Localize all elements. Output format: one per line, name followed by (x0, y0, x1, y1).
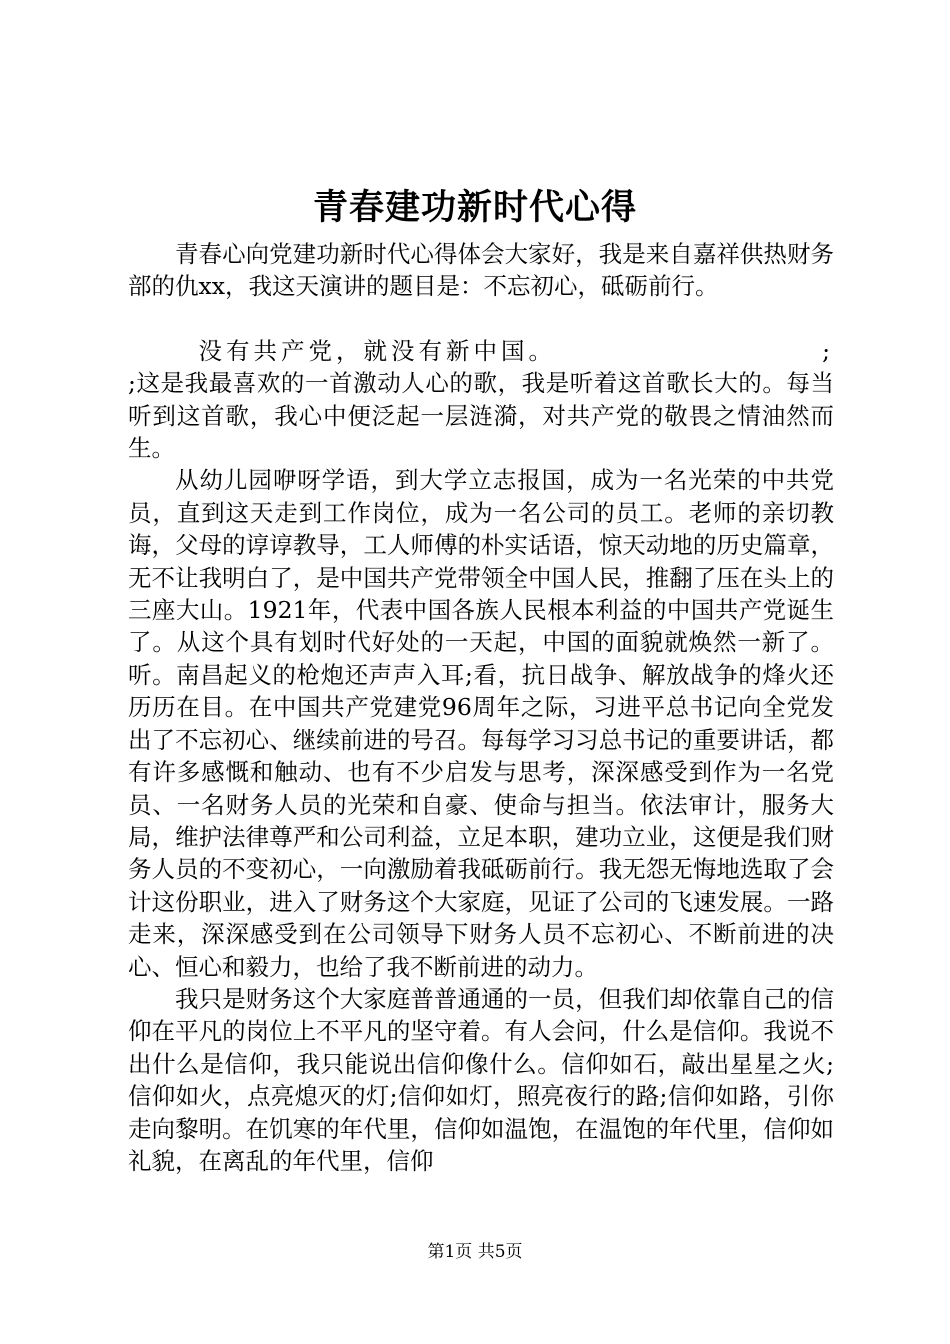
page-footer: 第1页 共5页 (427, 1242, 523, 1262)
song-lyric-semicolon: ; (822, 336, 834, 365)
paragraph-song-first-line (128, 335, 834, 367)
song-lyric-text: 没有共产党，就没有新中国。 (198, 336, 556, 365)
paragraph-growth: 从幼儿园咿呀学语，到大学立志报国，成为一名光荣的中共党员，直到这天走到工作岗位，成为一名公司的员工。老师的亲切教诲，父母的谆谆教导，工人师傅的朴实话语，惊天动地的历史篇章，无不让我明白了，是中国共产党带领全中国人民，推翻了压在头上的三座大山。1921年，代表中国各族人民根本利益的中国共产党诞生了。从这个具有划时代好处的一天起，中国的面貌就焕然一新了。听。南昌起义的枪炮还声声入耳;看，抗日战争、解放战争的烽火还历历在目。在中国共产党建党96周年之际，习进平总书记向全党发出了不忘初心、继续前进的号召。每每学习习总书记的重要讲话，都有许多感慨和触动、也有不少启发与思考，深深感受到作为一名党员、一名财务人员的光荣和自豪、使命与担当。依法审计，服务大局，维护法律尊严和公司利益，立足本职，建功立业，这便是我们财务人员的不变初心，一向激励着我砥砺前行。我无怨无悔地选取了会计这份职业，进入了财务这个大家庭，见证了公司的飞速发展。一路走来，深深感受到在公司领导下财务人员不忘初心、不断前进的决心、恒心和毅力，也给了我不断前进的动力。 (128, 466, 834, 981)
paragraph-song: ;这是我最喜欢的一首激动人心的歌，我是听着这首歌长大的。每当听到这首歌，我心中便泛起一层涟漪，对共产党的敬畏之情油然而生。 (128, 369, 834, 463)
paragraph-spacer (128, 303, 834, 335)
paragraph-faith: 我只是财务这个大家庭普普通通的一员，但我们却依靠自己的信仰在平凡的岗位上不平凡的坚守着。有人会问，什么是信仰。我说不出什么是信仰，我只能说出信仰像什么。信仰如石，敲出星星之火;信仰如火，点亮熄灭的灯;信仰如灯，照亮夜行的路;信仰如路，引你走向黎明。在饥寒的年代里，信仰如温饱，在温饱的年代里，信仰如礼貌，在离乱的年代里，信仰 (128, 984, 834, 1175)
paragraph-intro: 青春心向党建功新时代心得体会大家好，我是来自嘉祥供热财务部的仇xx，我这天演讲的题目是：不忘初心，砥砺前行。 (128, 240, 834, 301)
document-body (128, 238, 834, 1177)
document-title: 青春建功新时代心得 (312, 187, 637, 228)
